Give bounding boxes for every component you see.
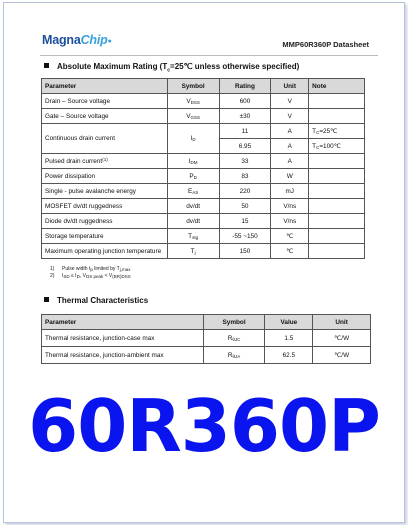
thermal-characteristics-table <box>41 314 371 364</box>
unit-cell: V <box>271 94 309 109</box>
symbol-cell: dv/dt <box>167 199 219 214</box>
param-cell: Single - pulse avalanche energy <box>42 184 168 199</box>
bullet-square-icon <box>44 63 49 68</box>
table-row <box>42 94 365 109</box>
param-cell: MOSFET dv/dt ruggedness <box>42 199 168 214</box>
rating-cell: 15 <box>219 214 271 229</box>
rating-cell: 6.95 <box>219 139 271 154</box>
note-cell <box>309 199 365 214</box>
param-cell: Drain – Source voltage <box>42 94 168 109</box>
symbol-cell: $T_{stg}$ <box>167 229 219 244</box>
part-number-banner: 60R360P <box>28 384 380 468</box>
unit-cell: ℃/W <box>313 347 371 364</box>
table-row <box>42 169 365 184</box>
table-header-row <box>42 79 365 94</box>
bullet-square-icon <box>44 297 49 302</box>
absolute-max-rating-table <box>41 78 365 259</box>
table-row <box>42 154 365 169</box>
rating-cell: ±30 <box>219 109 271 124</box>
thermal-characteristics-heading: Thermal Characteristics <box>44 296 148 305</box>
table-row <box>42 229 365 244</box>
symbol-cell: $R_{\theta JC}$ <box>203 330 265 347</box>
param-cell: Continuous drain current <box>42 124 168 154</box>
footnote-2: 2) ISD ≤ ID, VDS peak < V(BR)DSS <box>50 273 131 279</box>
note-cell <box>309 169 365 184</box>
symbol-cell: $V_{GSS}$ <box>167 109 219 124</box>
table-row <box>42 244 365 259</box>
rating-cell: 150 <box>219 244 271 259</box>
note-cell <box>309 184 365 199</box>
symbol-cell: $I_D$ <box>167 124 219 154</box>
rating-cell: 33 <box>219 154 271 169</box>
col-header: Symbol <box>167 79 219 94</box>
unit-cell: ℃ <box>271 244 309 259</box>
table-row <box>42 214 365 229</box>
note-cell <box>309 94 365 109</box>
absolute-max-rating-heading: Absolute Maximum Rating ($T_c=25℃$ unless otherwise specified) <box>44 62 299 74</box>
symbol-cell: $I_{DM}$ <box>167 154 219 169</box>
param-cell: Thermal resistance, junction-ambient max <box>42 347 204 364</box>
param-cell: Storage temperature <box>42 229 168 244</box>
table-row <box>42 124 365 139</box>
header-divider <box>40 55 378 56</box>
unit-cell: A <box>271 154 309 169</box>
unit-cell: ℃ <box>271 229 309 244</box>
unit-cell: V <box>271 109 309 124</box>
note-cell <box>309 229 365 244</box>
value-cell: 1.5 <box>265 330 313 347</box>
table-row <box>42 330 371 347</box>
symbol-cell: $V_{DSS}$ <box>167 94 219 109</box>
rating-cell: 11 <box>219 124 271 139</box>
note-cell <box>309 214 365 229</box>
table-row <box>42 199 365 214</box>
symbol-cell: $P_D$ <box>167 169 219 184</box>
note-cell <box>309 109 365 124</box>
col-header: Parameter <box>42 315 204 330</box>
footnote-1: 1) Pulse width tp limited by Tj,max <box>50 266 131 272</box>
symbol-cell: dv/dt <box>167 214 219 229</box>
unit-cell: A <box>271 139 309 154</box>
col-header: Rating <box>219 79 271 94</box>
rating-cell: 600 <box>219 94 271 109</box>
rating-cell: 50 <box>219 199 271 214</box>
note-cell: $T_C=100℃$ <box>309 139 365 154</box>
rating-cell: -55 ~150 <box>219 229 271 244</box>
col-header: Value <box>265 315 313 330</box>
unit-cell: ℃/W <box>313 330 371 347</box>
magnachip-logo: MagnaChip● <box>42 33 112 47</box>
footnotes <box>50 266 131 280</box>
param-cell: Diode dv/dt ruggedness <box>42 214 168 229</box>
col-header: Unit <box>313 315 371 330</box>
symbol-cell: $E_{AS}$ <box>167 184 219 199</box>
unit-cell: mJ <box>271 184 309 199</box>
rating-cell: 83 <box>219 169 271 184</box>
unit-cell: V/ns <box>271 214 309 229</box>
rating-cell: 220 <box>219 184 271 199</box>
param-cell: Power dissipation <box>42 169 168 184</box>
table-header-row <box>42 315 371 330</box>
note-cell <box>309 154 365 169</box>
value-cell: 62.5 <box>265 347 313 364</box>
param-cell: Pulsed drain current$^{(1)}$ <box>42 154 168 169</box>
table-row <box>42 184 365 199</box>
document-title: MMP60R360P Datasheet <box>282 40 369 49</box>
table-row <box>42 347 371 364</box>
param-cell: Gate – Source voltage <box>42 109 168 124</box>
note-cell: $T_C=25℃$ <box>309 124 365 139</box>
symbol-cell: $R_{\theta JA}$ <box>203 347 265 364</box>
note-cell <box>309 244 365 259</box>
col-header: Symbol <box>203 315 265 330</box>
param-cell: Maximum operating junction temperature <box>42 244 168 259</box>
col-header: Parameter <box>42 79 168 94</box>
param-cell: Thermal resistance, junction-case max <box>42 330 204 347</box>
col-header: Unit <box>271 79 309 94</box>
unit-cell: W <box>271 169 309 184</box>
unit-cell: A <box>271 124 309 139</box>
unit-cell: V/ns <box>271 199 309 214</box>
col-header: Note <box>309 79 365 94</box>
symbol-cell: $T_j$ <box>167 244 219 259</box>
table-row <box>42 109 365 124</box>
